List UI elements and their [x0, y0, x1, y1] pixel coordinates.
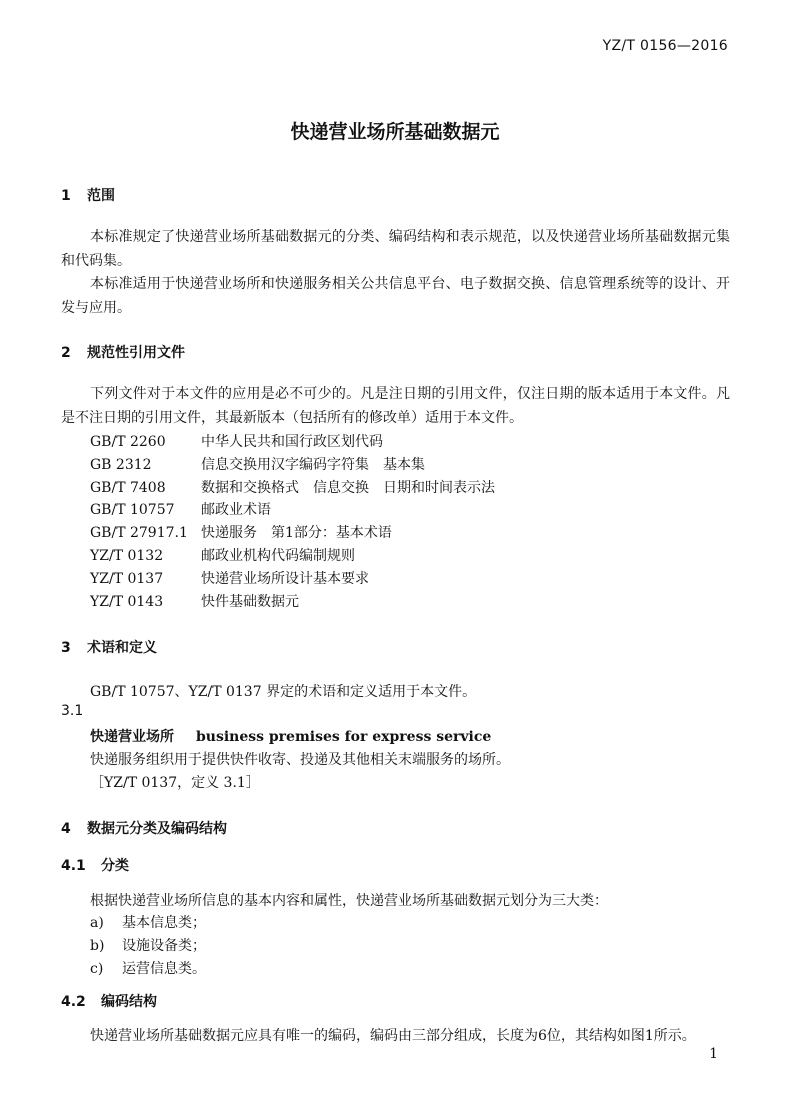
section-1-title: 范围: [87, 188, 115, 204]
section-2-heading: [61, 342, 185, 362]
reference-title: 中华人民共和国行政区划代码: [201, 434, 383, 450]
reference-row: [90, 477, 495, 497]
section-1-heading: [61, 185, 115, 205]
subsection-4-1-title: 分类: [101, 858, 129, 874]
document-title: 快递营业场所基础数据元: [290, 121, 500, 143]
list-item-label: a): [90, 915, 104, 931]
reference-code: GB/T 2260: [90, 434, 166, 450]
reference-code: GB/T 10757: [90, 502, 175, 518]
term-definition: 快递服务组织用于提供快件收寄、投递及其他相关末端服务的场所。: [90, 752, 510, 768]
list-item-label: b): [90, 938, 105, 954]
section-1-paragraph-1: 本标准规定了快递营业场所基础数据元的分类、编码结构和表示规范，以及快递营业场所基础数据元集和代码集。: [61, 229, 730, 269]
section-1-number: 1: [61, 188, 71, 204]
term-entry: [90, 726, 491, 746]
reference-row: [90, 591, 299, 611]
section-1-paragraph-2: 本标准适用于快递营业场所和快递服务相关公共信息平台、电子数据交换、信息管理系统等的设计、开发与应用。: [61, 276, 730, 316]
subsection-3-1-number: 3.1: [61, 703, 84, 719]
subsection-4-1-heading: [61, 855, 129, 875]
section-3-title: 术语和定义: [87, 640, 157, 656]
term-chinese: 快递营业场所: [90, 729, 174, 745]
reference-row: [90, 545, 355, 565]
reference-code: YZ/T 0143: [90, 594, 164, 610]
reference-title: 快递服务 第1部分：基本术语: [201, 525, 392, 541]
reference-title: 数据和交换格式 信息交换 日期和时间表示法: [201, 480, 495, 496]
subsection-4-1-intro: 根据快递营业场所信息的基本内容和属性，快递营业场所基础数据元划分为三大类：: [90, 893, 608, 909]
reference-code: GB/T 27917.1: [90, 525, 188, 541]
reference-code: YZ/T 0132: [90, 548, 164, 564]
page-number: 1: [709, 1046, 718, 1062]
reference-title: 邮政业机构代码编制规则: [201, 548, 355, 564]
section-2-title: 规范性引用文件: [87, 345, 185, 361]
section-2-number: 2: [61, 345, 71, 361]
reference-code: GB/T 7408: [90, 480, 166, 496]
list-item-text: 基本信息类；: [122, 915, 206, 931]
standard-id: YZ/T 0156—2016: [602, 38, 728, 54]
subsection-4-2-number: 4.2: [61, 994, 86, 1010]
reference-row: [90, 522, 392, 542]
subsection-4-2-title: 编码结构: [101, 994, 157, 1010]
reference-title: 快件基础数据元: [201, 594, 299, 610]
list-item-text: 运营信息类。: [122, 961, 206, 977]
reference-row: [90, 568, 369, 588]
list-item-text: 设施设备类；: [122, 938, 206, 954]
list-item: [90, 935, 206, 955]
term-english: business premises for express service: [196, 729, 492, 745]
subsection-4-2-text: 快递营业场所基础数据元应具有唯一的编码，编码由三部分组成，长度为6位，其结构如图1所示。: [90, 1028, 696, 1044]
reference-row: [90, 499, 271, 519]
reference-code: YZ/T 0137: [90, 571, 164, 587]
list-item: [90, 958, 206, 978]
section-2-intro: 下列文件对于本文件的应用是必不可少的。凡是注日期的引用文件，仅注日期的版本适用于本文件。凡是不注日期的引用文件，其最新版本（包括所有的修改单）适用于本文件。: [61, 386, 730, 426]
subsection-4-1-number: 4.1: [61, 858, 86, 874]
section-4-number: 4: [61, 821, 71, 837]
reference-row: [90, 431, 383, 451]
section-3-number: 3: [61, 640, 71, 656]
reference-title: 邮政业术语: [201, 502, 271, 518]
reference-code: GB 2312: [90, 457, 152, 473]
section-4-title: 数据元分类及编码结构: [87, 821, 227, 837]
section-4-heading: [61, 818, 227, 838]
section-3-intro: GB/T 10757、YZ/T 0137 界定的术语和定义适用于本文件。: [90, 684, 477, 700]
reference-title: 信息交换用汉字编码字符集 基本集: [201, 457, 425, 473]
subsection-4-2-heading: [61, 991, 157, 1011]
reference-title: 快递营业场所设计基本要求: [201, 571, 369, 587]
term-source: ［YZ/T 0137，定义 3.1］: [90, 775, 260, 791]
list-item: [90, 912, 206, 932]
reference-row: [90, 454, 425, 474]
section-3-heading: [61, 637, 157, 657]
list-item-label: c): [90, 961, 104, 977]
